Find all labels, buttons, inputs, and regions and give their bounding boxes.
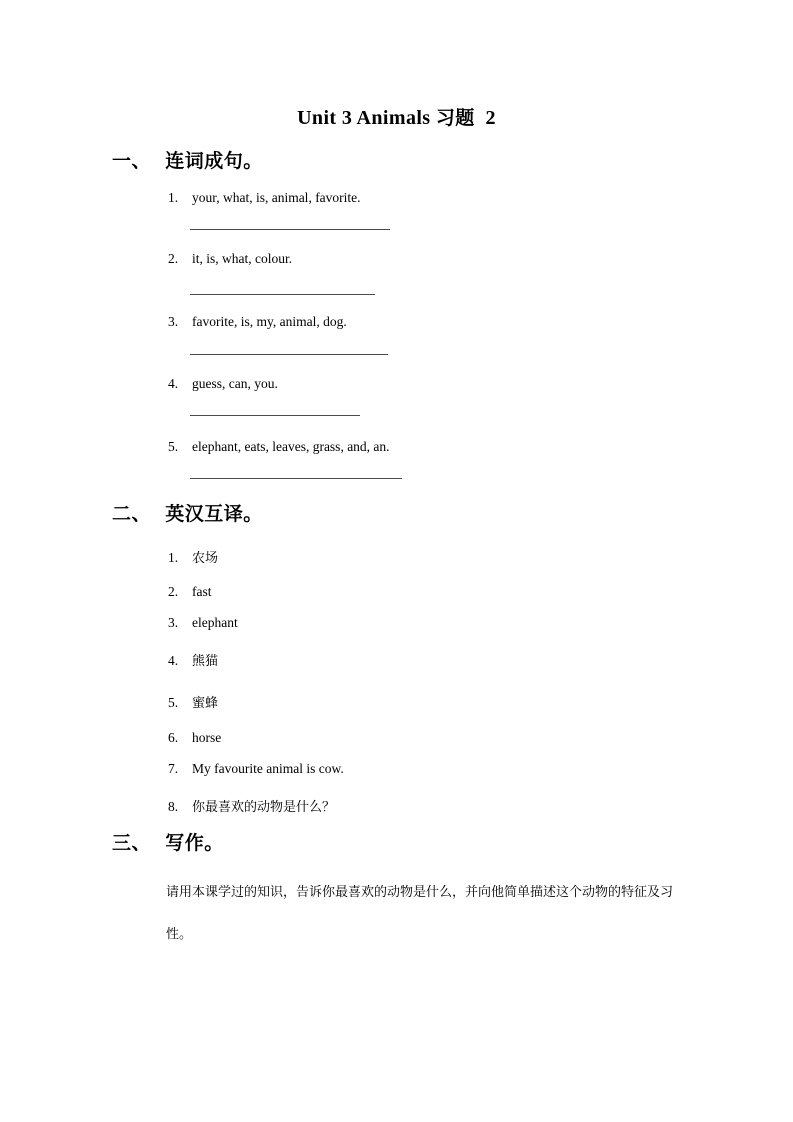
list-item <box>168 650 218 669</box>
item-text: horse <box>192 730 222 745</box>
item-text: guess, can, you. <box>192 376 278 391</box>
item-number: 5. <box>168 695 179 710</box>
page-title-chinese: 习题 <box>435 107 475 129</box>
item-number: 3. <box>168 615 179 630</box>
list-item <box>168 584 212 600</box>
item-number: 2. <box>168 251 179 266</box>
answer-line[interactable] <box>190 415 360 416</box>
item-number: 4. <box>168 376 179 391</box>
item-number: 1. <box>168 190 179 205</box>
list-item <box>168 314 347 330</box>
item-number: 5. <box>168 439 179 454</box>
item-number: 2. <box>168 584 179 599</box>
item-text: fast <box>192 584 212 599</box>
item-text: 熊猫 <box>192 654 219 669</box>
list-item <box>168 615 238 631</box>
list-item <box>168 692 218 711</box>
item-number: 6. <box>168 730 179 745</box>
item-text: 农场 <box>192 551 219 566</box>
answer-line[interactable] <box>190 294 375 295</box>
list-item <box>168 439 390 455</box>
answer-line[interactable] <box>190 229 390 230</box>
item-text: it, is, what, colour. <box>192 251 293 266</box>
page-title <box>0 103 793 130</box>
answer-line[interactable] <box>190 354 388 355</box>
page-title-english: Unit 3 Animals <box>297 107 431 129</box>
item-text: My favourite animal is cow. <box>192 761 344 776</box>
list-item <box>168 730 221 746</box>
item-number: 3. <box>168 314 179 329</box>
item-number: 4. <box>168 653 179 668</box>
item-text: favorite, is, my, animal, dog. <box>192 314 347 329</box>
answer-line[interactable] <box>190 478 402 479</box>
item-text: 蜜蜂 <box>192 696 219 711</box>
item-text: elephant, eats, leaves, grass, and, an. <box>192 439 390 454</box>
list-item <box>168 796 335 815</box>
item-text: your, what, is, animal, favorite. <box>192 190 361 205</box>
section-heading-3: 三、 写作。 <box>112 832 224 854</box>
item-number: 1. <box>168 550 179 565</box>
writing-prompt-paragraph: 请用本课学过的知识，告诉你最喜欢的动物是什么，并向他简单描述这个动物的特征及习性。 <box>166 885 674 942</box>
item-text: 你最喜欢的动物是什么？ <box>192 800 336 815</box>
list-item <box>168 376 278 392</box>
page-title-number: 2 <box>485 107 496 129</box>
list-item <box>168 547 218 566</box>
section-heading-1: 一、 连词成句。 <box>112 150 263 172</box>
item-text: elephant <box>192 615 238 630</box>
list-item <box>168 761 344 777</box>
list-item <box>168 251 292 267</box>
section-heading-2: 二、 英汉互译。 <box>112 503 263 525</box>
item-number: 7. <box>168 761 179 776</box>
item-number: 8. <box>168 799 179 814</box>
list-item <box>168 190 361 206</box>
